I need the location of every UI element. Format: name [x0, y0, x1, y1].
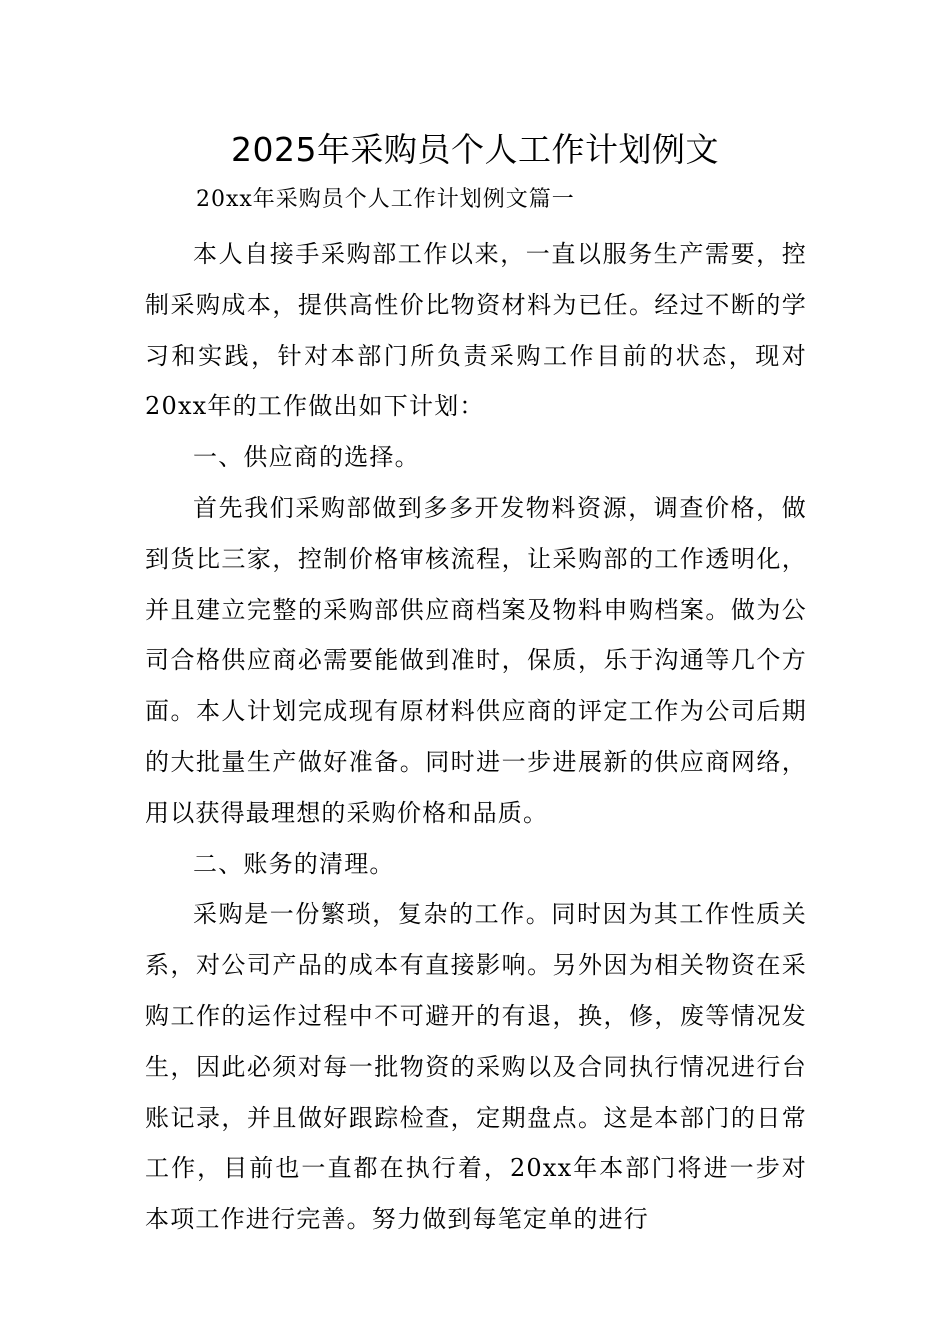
section-heading-suppliers: 一、供应商的选择。 — [193, 443, 420, 472]
document-body — [145, 229, 807, 1245]
document-title: 2025年采购员个人工作计划例文 — [231, 130, 719, 169]
paragraph-suppliers: 首先我们采购部做到多多开发物料资源，调查价格，做到货比三家，控制价格审核流程，让采购部的工作透明化，并且建立完整的采购部供应商档案及物料申购档案。做为公司合格供应商必需要能做到准时，保质，乐于沟通等几个方面。本人计划完成现有原材料供应商的评定工作为公司后期的大批量生产做好准备。同时进一步进展新的供应商网络，用以获得最理想的采购价格和品质。 — [145, 493, 807, 827]
paragraph-accounts: 采购是一份繁琐，复杂的工作。同时因为其工作性质关系，对公司产品的成本有直接影响。另外因为相关物资在采购工作的运作过程中不可避开的有退，换，修，废等情况发生，因此必须对每一批物资的采购以及合同执行情况进行台账记录，并且做好跟踪检查，定期盘点。这是本部门的日常工作，目前也一直都在执行着，20xx年本部门将进一步对本项工作进行完善。努力做到每笔定单的进行 — [145, 900, 807, 1234]
paragraph-intro: 本人自接手采购部工作以来，一直以服务生产需要，控制采购成本，提供高性价比物资材料为已任。经过不断的学习和实践，针对本部门所负责采购工作目前的状态，现对20xx年的工作做出如下计划： — [145, 240, 807, 421]
section-heading-accounts: 二、账务的清理。 — [193, 849, 395, 878]
document-subtitle: 20xx年采购员个人工作计划例文篇一 — [196, 187, 575, 212]
